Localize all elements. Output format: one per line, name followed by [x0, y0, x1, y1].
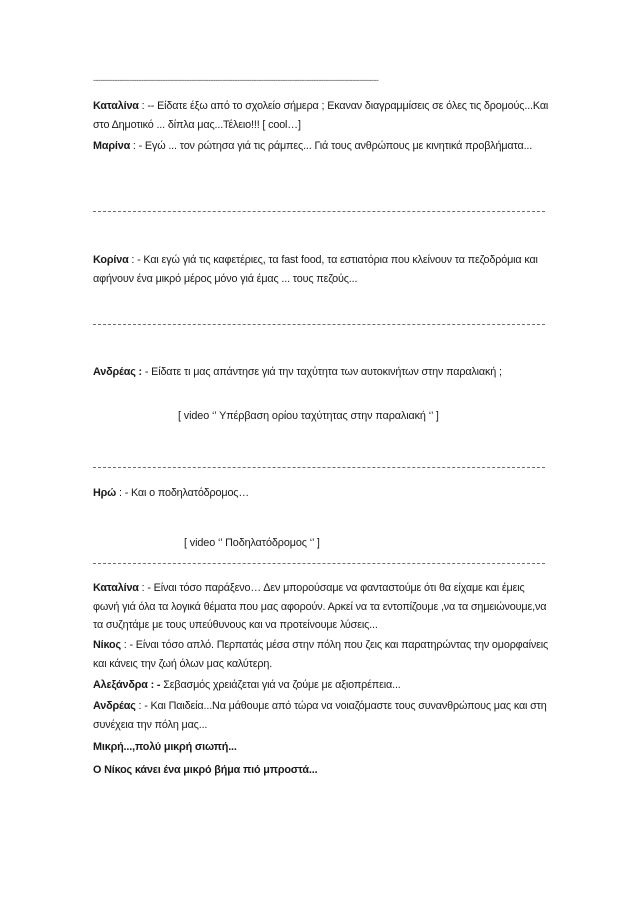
separator-top: -----------------------------------------------------------------------------------------------------------------------: [93, 75, 379, 85]
stage-direction-step: [93, 761, 549, 780]
dialogue-korina: [93, 251, 549, 288]
speaker-name: Καταλίνα: [93, 582, 139, 594]
dialogue-katalina-1: [93, 97, 549, 134]
dialogue-text: : -- Είδατε έξω από το σχολείο σήμερα ; Εκαναν διαγραμμίσεις σε όλες τις δρομούς...Και στο Δημοτικό ... δίπλα μας...Τέλειο!!! [ cool…]: [93, 100, 549, 131]
speaker-name: Κορίνα: [93, 254, 129, 266]
speaker-name: Καταλίνα: [93, 100, 139, 112]
speaker-name: Ανδρέας: [93, 700, 136, 712]
separator-line: [93, 563, 545, 564]
dialogue-text: : - Είναι τόσο απλό. Περπατάς μέσα στην πόλη που ζεις και παρατηρώντας την ομορφαίνεις και κάνεις την ζωή όλων μας καλύτερη.: [93, 639, 549, 670]
video-reference: [ video ‘’ Ποδηλατόδρομος ‘’ ]: [184, 537, 320, 549]
dialogue-andreas-2: [93, 697, 549, 734]
dialogue-text: - Είδατε τι μας απάντησε γιά την ταχύτητα των αυτοκινήτων στην παραλιακή ;: [142, 366, 502, 378]
dialogue-text: : - Και Παιδεία...Να μάθουμε από τώρα να νοιαζόμαστε τους συνανθρώπους μας και στη συνέχεια την πόλη μας...: [93, 700, 547, 731]
dialogue-text: : - Και ο ποδηλατόδρομος…: [116, 487, 250, 499]
stage-direction-text: Ο Νίκος κάνει ένα μικρό βήμα πιό μπροστά...: [93, 764, 318, 776]
dialogue-text: : - Και εγώ γιά τις καφετέριες, τα fast food, τα εστιατόρια που κλείνουν τα πεζοδρόμια και αφήνουν ένα μικρό μέρος μόνο γιά έμας ... τους πεζούς...: [93, 254, 538, 285]
dialogue-text: : - Εγώ ... τον ρώτησα γιά τις ράμπες... Γιά τους ανθρώπους με κινητικά προβλήματα...: [130, 140, 533, 152]
separator-line: [93, 324, 545, 325]
dialogue-nikos: [93, 636, 549, 673]
speaker-name: Νίκος: [93, 639, 121, 651]
dialogue-katalina-2: [93, 579, 549, 635]
dialogue-alexandra: [93, 676, 549, 695]
separator-line: [93, 211, 545, 212]
separator-line: [93, 467, 545, 468]
speaker-name: Ηρώ: [93, 487, 117, 499]
dialogue-text: Σεβασμός χρειάζεται γιά να ζούμε με αξιοπρέπεια...: [160, 679, 401, 691]
video-reference: [ video ‘’ Υπέρβαση ορίου ταχύτητας στην παραλιακή ‘’ ]: [178, 410, 439, 422]
speaker-name: Αλεξάνδρα : -: [93, 679, 161, 691]
speaker-name: Ανδρέας :: [93, 366, 142, 378]
stage-direction-silence: [93, 738, 549, 757]
speaker-name: Μαρίνα: [93, 140, 131, 152]
dialogue-text: : - Είναι τόσο παράξενο… Δεν μπορούσαμε να φανταστούμε ότι θα είχαμε και έμεις φωνή γιά όλα τα λογικά θέματα που μας αφορούν. Αρκεί να τα εντοπίζουμε ,να τα σημειώνουμε,να τα συζητάμε με τους υπεύθυνους και να προτείνουμε λύσεις...: [93, 582, 547, 631]
dialogue-marina: [93, 137, 549, 156]
stage-direction-text: Μικρή...,πολύ μικρή σιωπή...: [93, 741, 237, 753]
dialogue-iro: [93, 484, 549, 503]
dialogue-andreas-1: [93, 363, 549, 382]
